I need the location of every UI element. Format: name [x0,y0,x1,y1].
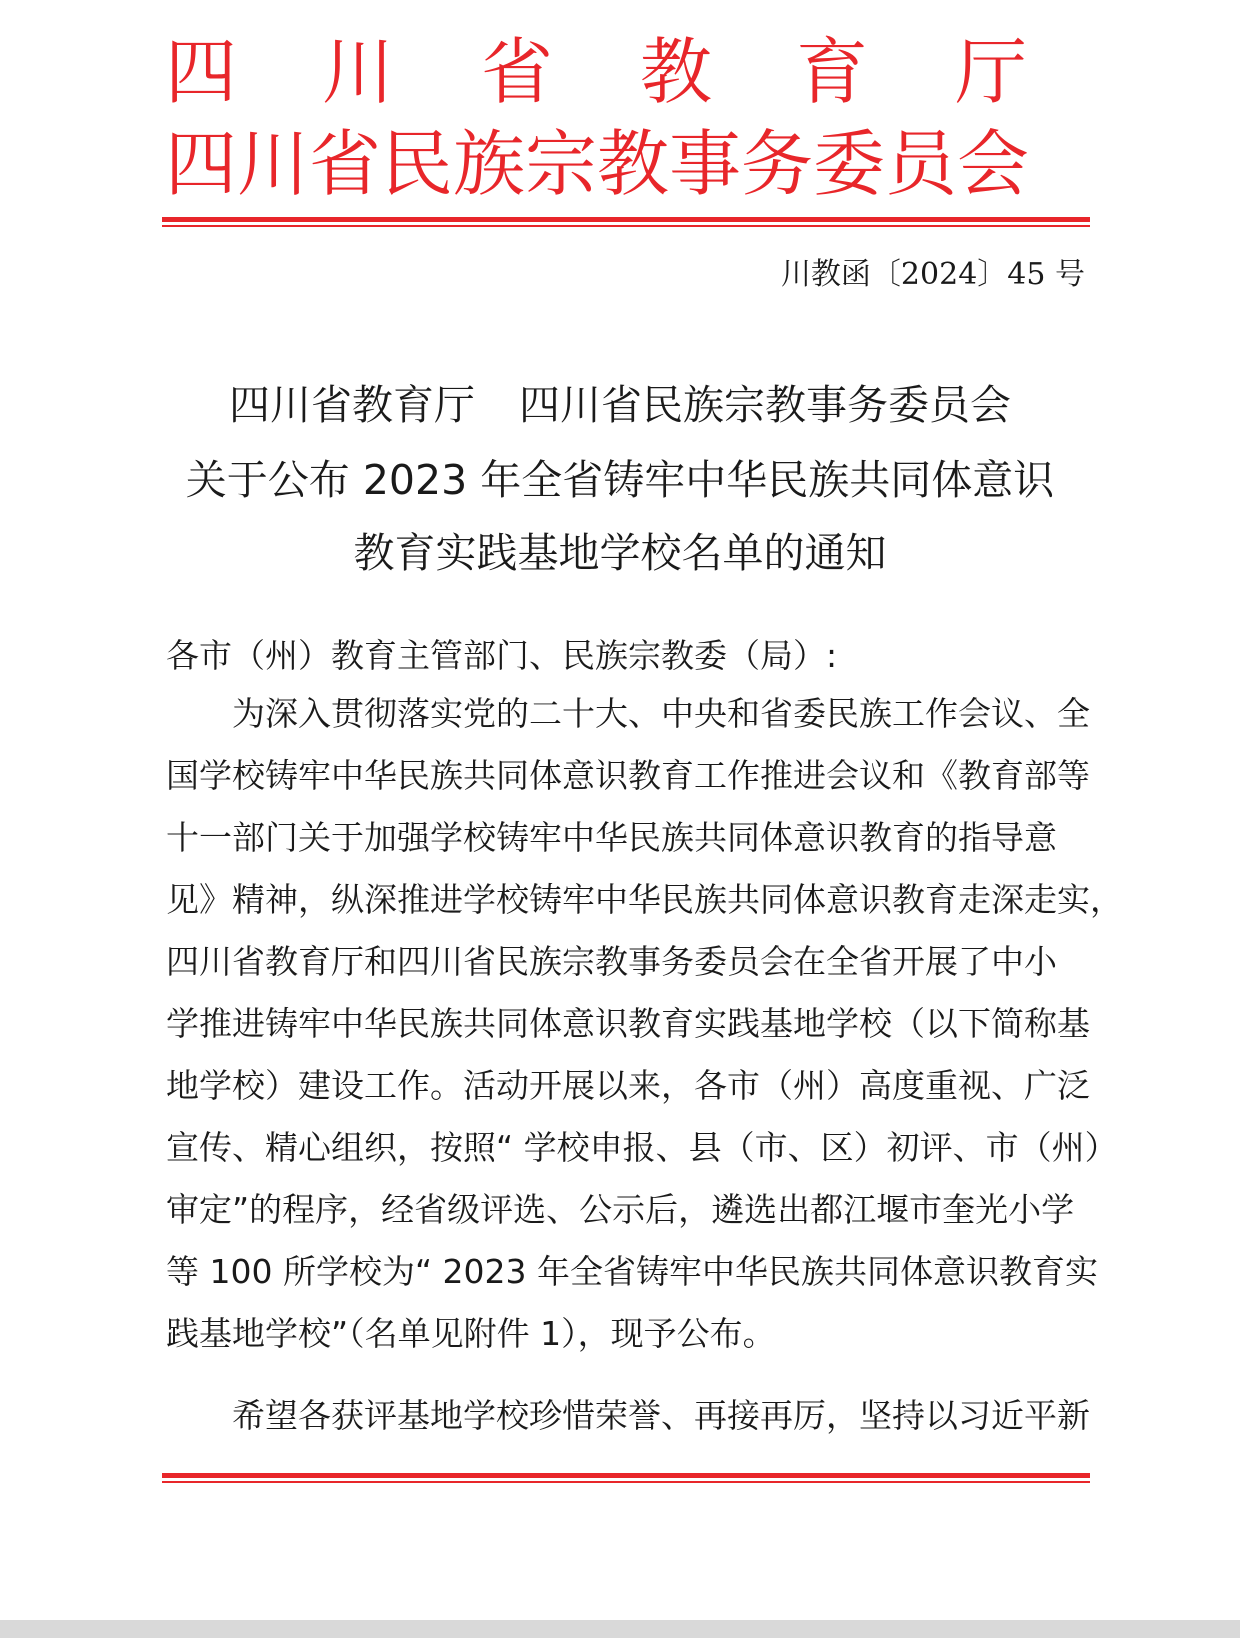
paragraph-line: 学推进铸牢中华民族共同体意识教育实践基地学校（以下简称基 [166,1004,1090,1043]
paragraph-line: 见》精神，纵深推进学校铸牢中华民族共同体意识教育走深走实， [166,880,1123,919]
paragraph-line: 国学校铸牢中华民族共同体意识教育工作推进会议和《教育部等 [166,756,1090,795]
document-title-line-3: 教育实践基地学校名单的通知 [353,529,887,577]
footer-red-rule [162,1473,1090,1478]
document-title-line-1 [0,380,1240,430]
issuer-header-line-1 [165,32,1085,116]
header-char: 族 [453,122,526,206]
header-char: 教 [597,122,670,206]
title-issuer-a: 四川省教育厅 [229,381,475,429]
header-char: 川 [322,30,395,114]
horizontal-scrollbar[interactable] [0,1620,1240,1638]
header-char: 员 [885,122,958,206]
header-red-rule-thin [162,225,1090,227]
paragraph-line: 为深入贯彻落实党的二十大、中央和省委民族工作会议、全 [232,694,1090,733]
header-char: 四 [165,122,238,206]
header-char: 委 [813,122,886,206]
paragraph-line: 四川省教育厅和四川省民族宗教事务委员会在全省开展了中小 [166,942,1057,981]
header-char: 育 [796,30,869,114]
document-number: 川教函〔2024〕45 号 [780,257,1085,292]
paragraph-line: 希望各获评基地学校珍惜荣誉、再接再厉，坚持以习近平新 [232,1396,1090,1435]
title-issuer-b: 四川省民族宗教事务委员会 [519,381,1011,429]
paragraph-line: 十一部门关于加强学校铸牢中华民族共同体意识教育的指导意 [166,818,1057,857]
header-char: 教 [640,30,713,114]
header-char: 宗 [525,122,598,206]
header-red-rule [162,217,1090,222]
header-char: 民 [381,122,454,206]
header-char: 省 [481,30,554,114]
paragraph-line: 宣传、精心组织，按照“ 学校申报、县（市、区）初评、市（州） [166,1128,1118,1167]
header-char: 川 [237,122,310,206]
paragraph-line: 审定”的程序，经省级评选、公示后，遴选出都江堰市奎光小学 [166,1190,1075,1229]
header-char: 省 [309,122,382,206]
paragraph-line: 践基地学校”（名单见附件 1），现予公布。 [166,1314,776,1353]
header-char: 事 [669,122,742,206]
header-char: 会 [957,122,1030,206]
salutation: 各市（州）教育主管部门、民族宗教委（局）: [166,636,838,675]
document-title-line-2: 关于公布 2023 年全省铸牢中华民族共同体意识 [185,456,1055,504]
header-char: 四 [165,30,238,114]
paragraph-line: 地学校）建设工作。活动开展以来，各市（州）高度重视、广泛 [166,1066,1090,1105]
footer-red-rule-thin [162,1481,1090,1483]
paragraph-line: 等 100 所学校为“ 2023 年全省铸牢中华民族共同体意识教育实 [166,1252,1099,1291]
header-char: 厅 [955,30,1028,114]
header-char: 务 [741,122,814,206]
issuer-header-line-2 [165,124,1085,208]
